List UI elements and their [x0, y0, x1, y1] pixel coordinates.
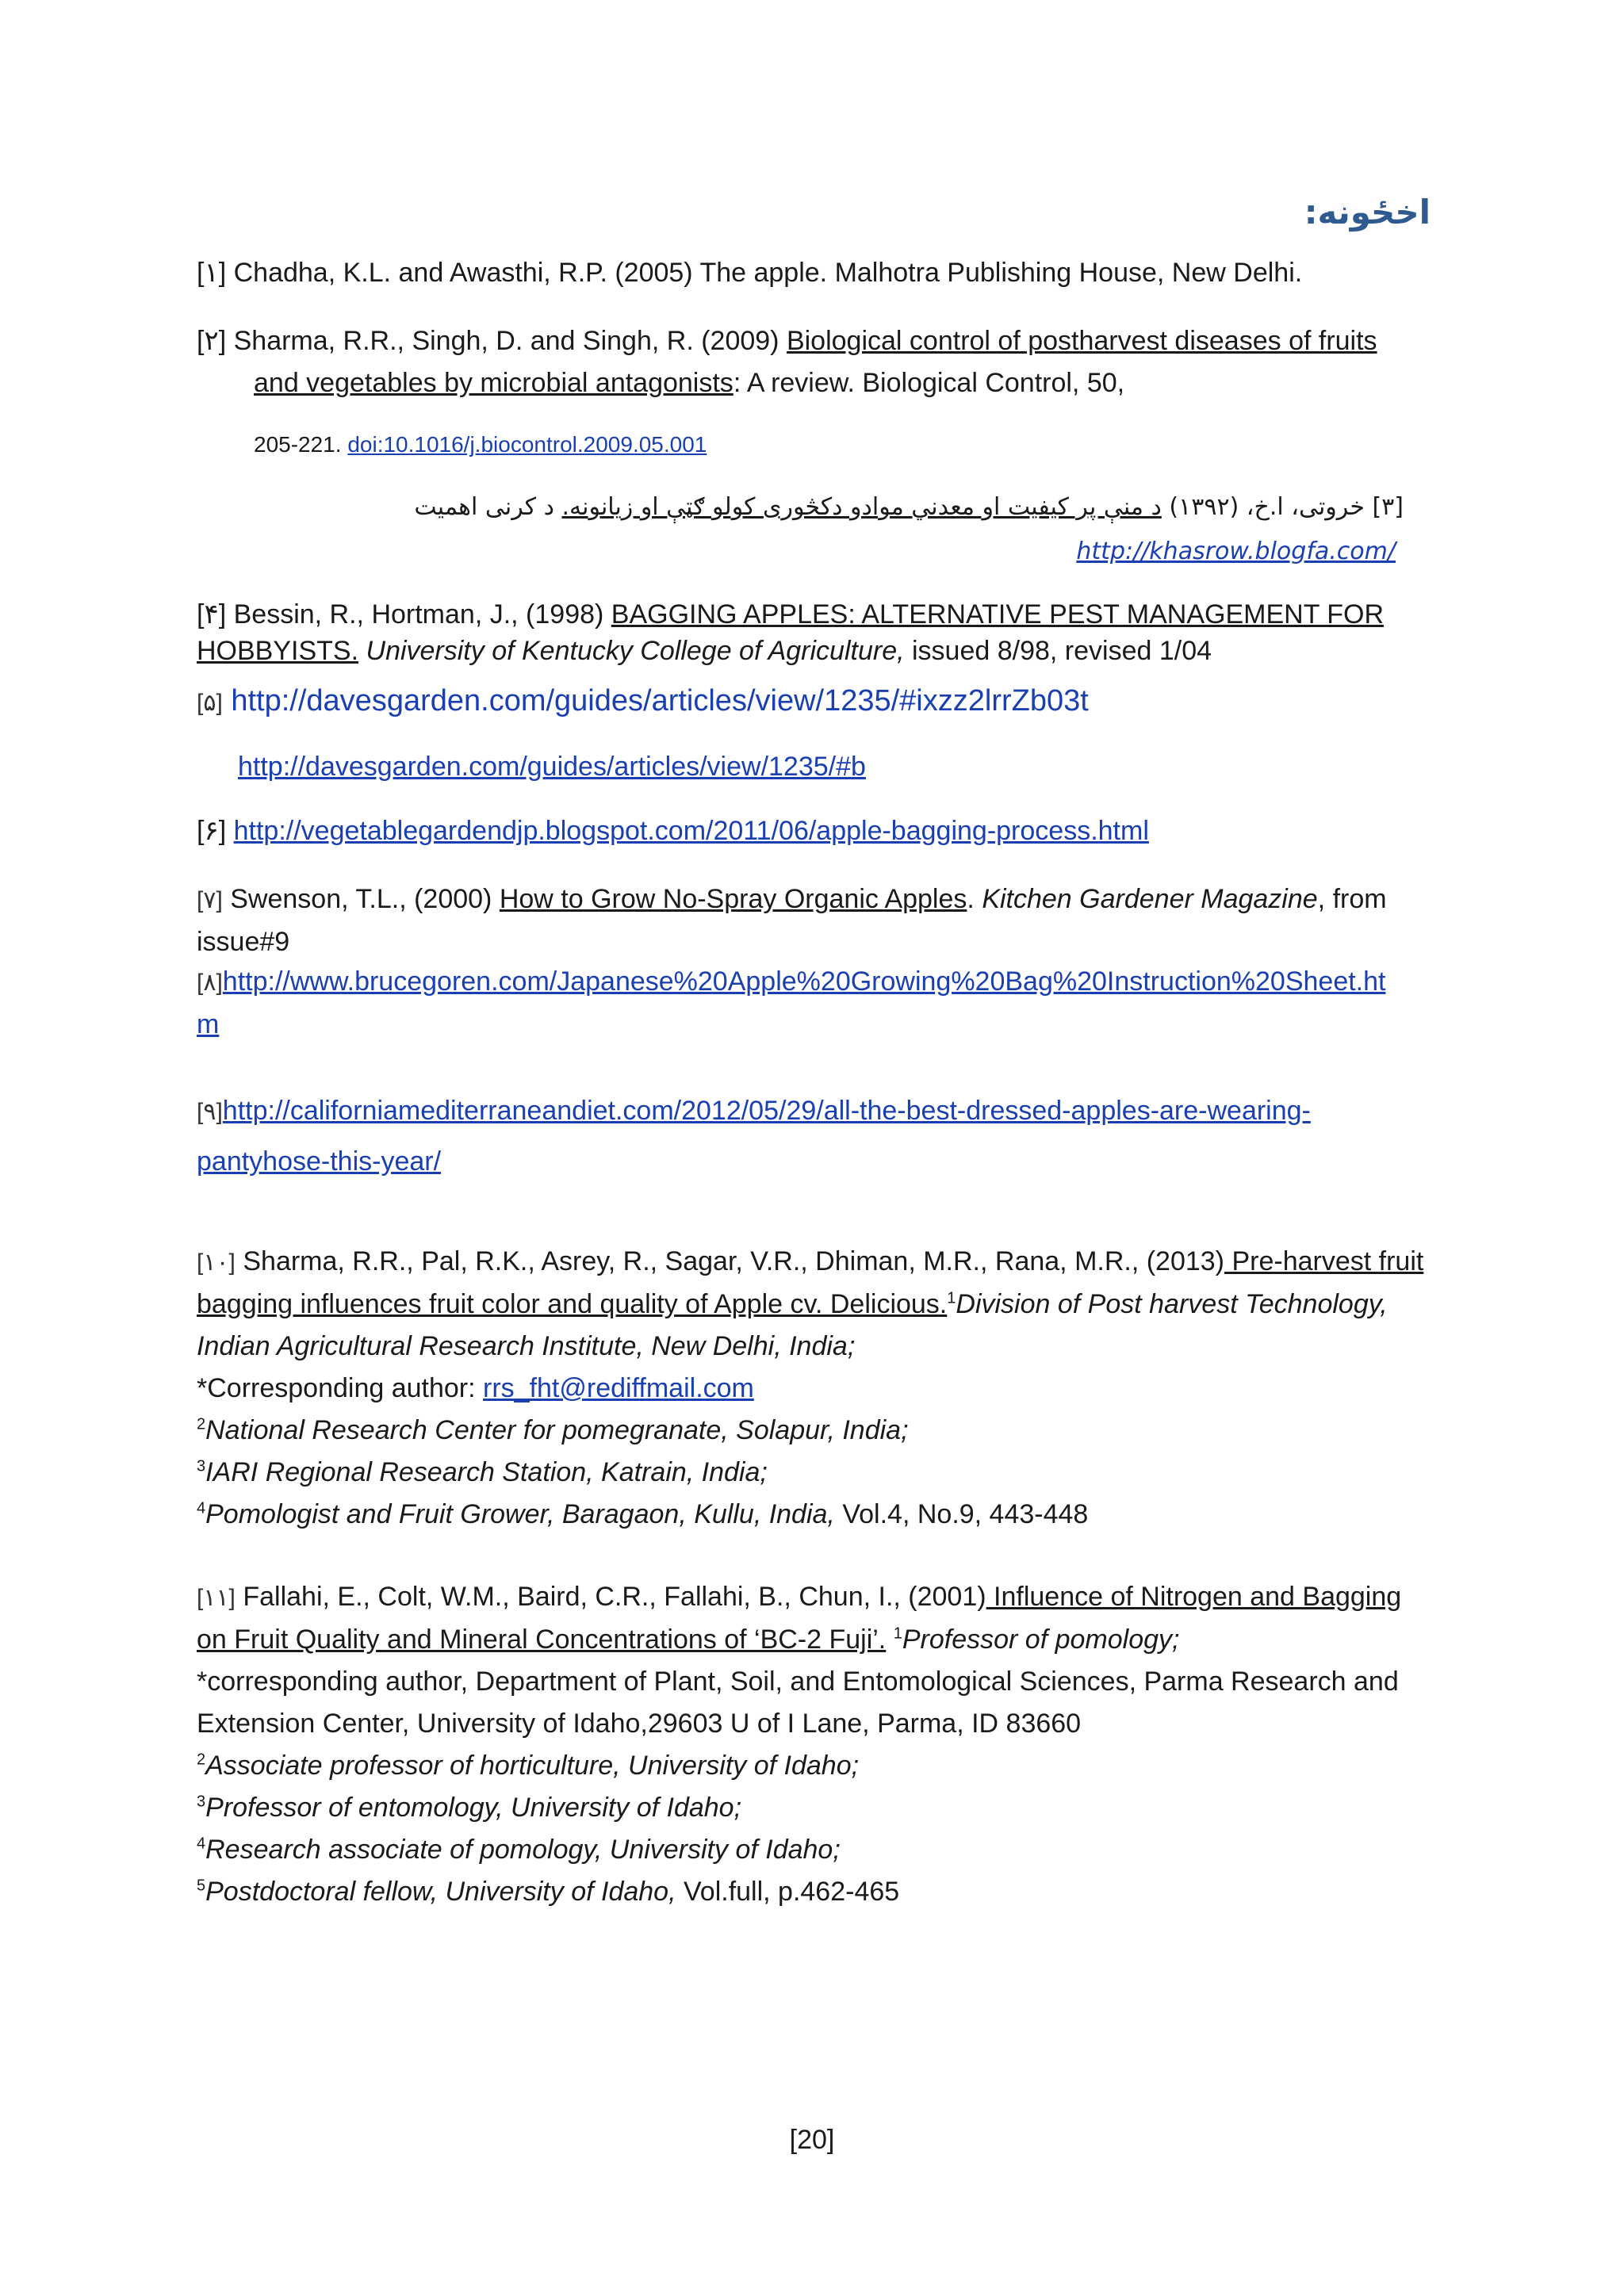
ref-pages: 205-221.: [254, 432, 348, 457]
ref-authors: Sharma, R.R., Singh, D. and Singh, R. (2009): [233, 326, 787, 356]
affiliation-4: Pomologist and Fruit Grower, Baragaon, Kullu, India,: [205, 1499, 835, 1529]
corresponding-author: *corresponding author, Department of Plant, Soil, and Entomological Sciences, Parma Research and: [197, 1667, 1399, 1697]
ref-number: [۱]: [197, 258, 227, 288]
ref-authors: Sharma, R.R., Pal, R.K., Asrey, R., Sagar, V.R., Dhiman, M.R., Rana, M.R., (2013): [243, 1246, 1225, 1276]
ref-dates: issued 8/98, revised 1/04: [904, 636, 1212, 666]
reference-3: [293, 485, 1404, 574]
ref-source: : A review. Biological Control, 50,: [733, 368, 1125, 398]
vegetable-garden-link[interactable]: http://vegetablegardendjp.blogspot.com/2011/06/apple-bagging-process.html: [233, 816, 1149, 846]
brucegoren-link[interactable]: http://www.brucegoren.com/Japanese%20Apple%20Growing%20Bag%20Instruction%20Sheet.ht: [222, 966, 1386, 997]
ref-number: [۳]: [1372, 493, 1404, 521]
affiliation-1-cont: Indian Agricultural Research Institute, New Delhi, India;: [197, 1331, 856, 1361]
ref-authors: خروتی، ا.خ، (۱۳۹۲): [1161, 493, 1365, 521]
ref-title: How to Grow No-Spray Organic Apples: [499, 884, 967, 914]
ref-title: BAGGING APPLES: ALTERNATIVE PEST MANAGEMENT FOR: [611, 599, 1385, 629]
ref-title-cont: on Fruit Quality and Mineral Concentrations of ‘BC-2 Fuji’.: [197, 1624, 887, 1655]
email-link[interactable]: rrs_fht@rediffmail.com: [483, 1373, 754, 1403]
affiliation-marker: 4: [197, 1499, 206, 1517]
ref-text: Chadha, K.L. and Awasthi, R.P. (2005) The apple. Malhotra Publishing House, New Delhi.: [233, 258, 1303, 288]
ref-source: , from: [1317, 884, 1387, 914]
affiliation-marker: 2: [197, 1415, 206, 1433]
affiliation-2: Associate professor of horticulture, University of Idaho;: [205, 1751, 860, 1781]
reference-5: [197, 680, 1422, 788]
ref-title: Influence of Nitrogen and Bagging: [986, 1582, 1402, 1612]
affiliation-1: Division of Post harvest Technology,: [956, 1289, 1388, 1319]
ref-punct: .: [967, 884, 982, 914]
ref-volume: Vol.full, p.462-465: [676, 1877, 900, 1907]
reference-6: [197, 810, 1422, 852]
ref-title: Pre-harvest fruit: [1224, 1246, 1424, 1276]
affiliation-marker: 5: [197, 1877, 206, 1895]
california-diet-link[interactable]: http://californiamediterraneandiet.com/2012/05/29/all-the-best-dressed-apples-are-wearing-: [222, 1096, 1311, 1126]
affiliation-5: Postdoctoral fellow, University of Idaho,: [205, 1877, 676, 1907]
ref-authors: Fallahi, E., Colt, W.M., Baird, C.R., Fallahi, B., Chun, I., (2001): [243, 1582, 986, 1612]
reference-9: [197, 1086, 1422, 1186]
ref-authors: Bessin, R., Hortman, J., (1998): [233, 599, 611, 629]
ref-issue: issue#9: [197, 927, 290, 957]
affiliation-2: National Research Center for pomegranate, Solapur, India;: [205, 1415, 909, 1445]
ref-number: [۶]: [197, 816, 227, 846]
reference-8: [197, 961, 1422, 1046]
ref-number: [۷]: [197, 887, 223, 913]
references-heading: اخځونه:: [1304, 193, 1431, 232]
ref-title-cont: HOBBYISTS.: [197, 636, 359, 666]
ref-title: د منې پر کیفیت او معدني موادو دکڅوری کولو ګټې او زیانونه.: [561, 493, 1162, 521]
reference-4: [197, 596, 1422, 669]
affiliation-marker: 4: [197, 1835, 206, 1853]
affiliation-4: Research associate of pomology, University of Idaho;: [205, 1835, 841, 1865]
affiliation-marker: 3: [197, 1793, 206, 1811]
ref-title-cont: bagging influences fruit color and quality of Apple cv. Delicious.: [197, 1289, 948, 1319]
page-number: [20]: [789, 2125, 835, 2155]
daves-garden-link-2[interactable]: http://davesgarden.com/guides/articles/view/1235/#b: [238, 752, 866, 782]
affiliation-marker: 1: [893, 1624, 902, 1643]
corresponding-label: *Corresponding author:: [197, 1373, 484, 1403]
ref-number: [۸]: [197, 970, 223, 996]
affiliation-marker: 2: [197, 1751, 206, 1769]
ref-number: [۱۰]: [197, 1249, 236, 1276]
daves-garden-link-1[interactable]: http://davesgarden.com/guides/articles/view/1235/#ixzz2lrrZb03t: [231, 684, 1089, 718]
corresponding-address: Extension Center, University of Idaho,29603 U of I Lane, Parma, ID 83660: [197, 1709, 1082, 1739]
reference-7: [197, 878, 1422, 963]
affiliation-1: Professor of pomology;: [902, 1624, 1180, 1655]
ref-number: [۴]: [197, 599, 227, 629]
blog-link[interactable]: http://khasrow.blogfa.com/: [1076, 538, 1396, 565]
ref-volume: Vol.4, No.9, 443-448: [834, 1499, 1089, 1529]
doi-link[interactable]: doi:10.1016/j.biocontrol.2009.05.001: [347, 432, 707, 457]
affiliation-3: Professor of entomology, University of Idaho;: [205, 1793, 742, 1823]
ref-number: [۵]: [197, 690, 223, 716]
affiliation-marker: 3: [197, 1457, 206, 1475]
ref-title-cont: and vegetables by microbial antagonists: [254, 368, 733, 398]
reference-2: [197, 320, 1422, 465]
brucegoren-link-cont[interactable]: m: [197, 1009, 220, 1039]
reference-1: [197, 252, 1422, 294]
ref-number: [۱۱]: [197, 1585, 236, 1611]
ref-title: Biological control of postharvest diseases of fruits: [786, 326, 1377, 356]
ref-number: [۲]: [197, 326, 227, 356]
ref-source: د کرنی اهمیت: [414, 493, 562, 521]
affiliation-3: IARI Regional Research Station, Katrain, India;: [205, 1457, 768, 1487]
california-diet-link-cont[interactable]: pantyhose-this-year/: [197, 1146, 442, 1177]
ref-magazine: Kitchen Gardener Magazine: [982, 884, 1318, 914]
reference-10: [197, 1241, 1422, 1536]
ref-number: [۹]: [197, 1099, 223, 1125]
ref-authors: Swenson, T.L., (2000): [230, 884, 500, 914]
ref-institution: University of Kentucky College of Agriculture,: [358, 636, 905, 666]
reference-11: [197, 1576, 1422, 1913]
affiliation-marker: 1: [947, 1289, 956, 1307]
